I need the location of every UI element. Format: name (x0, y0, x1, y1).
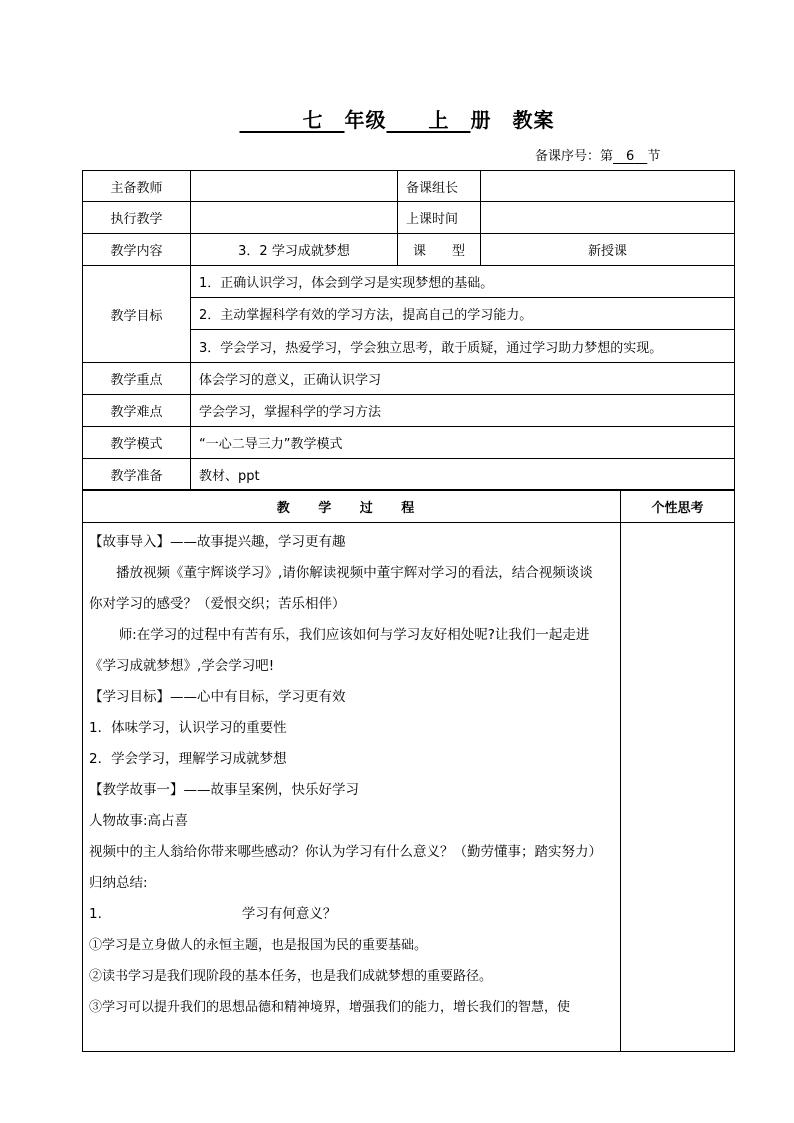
summary-point: ②读书学习是我们现阶段的基本任务，也是我们成就梦想的重要路径。 (89, 969, 493, 984)
lesson-serial (535, 145, 660, 164)
goal-row-1 (83, 266, 735, 298)
reflection-header: 个性思考 (621, 491, 735, 523)
content-label: 教学内容 (83, 234, 191, 266)
process-header: 教 学 过 程 (83, 491, 621, 523)
group-leader-value (481, 171, 735, 202)
type-value: 新授课 (481, 234, 735, 266)
goal-item: 2．主动掌握科学有效的学习方法，提高自己的学习能力。 (191, 298, 735, 330)
goal-item: 3．学会学习，热爱学习，学会独立思考，敢于质疑，通过学习助力梦想的实现。 (191, 330, 735, 363)
reflection-content (621, 523, 735, 1052)
question-line (89, 899, 614, 930)
section-heading-story-one: 【教学故事一】——故事呈案例，快乐好学习 (89, 782, 359, 798)
difficulties-label: 教学难点 (83, 395, 191, 427)
exec-teacher-label: 执行教学 (83, 202, 191, 234)
teaching-process-table (82, 490, 735, 1052)
process-line: 归纳总结: (89, 875, 148, 891)
process-header-row (83, 491, 735, 523)
prep-value: 教材、ppt (191, 459, 735, 490)
doc-type: 教案 (512, 108, 555, 132)
mode-value: “一心二导三力”教学模式 (191, 427, 735, 459)
goal-item: 1．正确认识学习，体会到学习是实现梦想的基础。 (191, 266, 735, 298)
volume-blank (387, 108, 471, 132)
process-line: 你对学习的感受？（爱恨交织；苦乐相伴） (89, 596, 346, 612)
key-points-value: 体会学习的意义，正确认识学习 (191, 363, 735, 395)
group-leader-label: 备课组长 (398, 171, 481, 202)
lesson-info-table (82, 170, 735, 490)
class-time-value (481, 202, 735, 234)
prep-row (83, 459, 735, 490)
mode-label: 教学模式 (83, 427, 191, 459)
grade-blank (240, 108, 345, 132)
info-row-exec (83, 202, 735, 234)
process-content (83, 523, 621, 1052)
volume-value: 上 (428, 108, 450, 132)
summary-point: ③学习可以提升我们的思想品德和精神境界，增强我们的能力，增长我们的智慧，使 (89, 1000, 571, 1015)
section-heading-intro: 【故事导入】——故事提兴趣，学习更有趣 (89, 534, 346, 550)
class-time-label: 上课时间 (398, 202, 481, 234)
exec-teacher-value (191, 202, 398, 234)
difficulties-value: 学会学习，掌握科学的学习方法 (191, 395, 735, 427)
serial-prefix: 备课序号：第 (535, 149, 614, 164)
section-heading-goals: 【学习目标】——心中有目标，学习更有效 (89, 689, 346, 705)
serial-suffix: 节 (647, 149, 661, 164)
goals-label: 教学目标 (83, 266, 191, 363)
key-points-row (83, 363, 735, 395)
process-line: 2．学会学习，理解学习成就梦想 (89, 751, 287, 767)
info-row-teachers (83, 171, 735, 202)
grade-value: 七 (302, 108, 324, 132)
content-value: 3．2 学习成就梦想 (191, 234, 398, 266)
lead-teacher-label: 主备教师 (83, 171, 191, 202)
process-line: 1．体味学习，认识学习的重要性 (89, 720, 287, 736)
process-line: 播放视频《董宇辉谈学习》,请你解读视频中董宇辉对学习的看法，结合视频谈谈 (116, 565, 593, 581)
summary-point: ①学习是立身做人的永恒主题，也是报国为民的重要基础。 (89, 938, 428, 953)
prep-label: 教学准备 (83, 459, 191, 490)
difficulties-row (83, 395, 735, 427)
lead-teacher-value (191, 171, 398, 202)
question-number: 1. (89, 906, 102, 922)
process-line: 《学习成就梦想》,学会学习吧! (89, 658, 275, 674)
document-title (0, 104, 794, 133)
volume-suffix: 册 (470, 108, 492, 132)
mode-row (83, 427, 735, 459)
serial-number: 6 (626, 149, 635, 164)
info-row-content (83, 234, 735, 266)
serial-blank (613, 149, 647, 164)
type-label: 课 型 (398, 234, 481, 266)
process-line: 师:在学习的过程中有苦有乐，我们应该如何与学习友好相处呢?让我们一起走进 (118, 627, 590, 643)
process-line: 人物故事:高占喜 (89, 813, 189, 829)
process-line: 视频中的主人翁给你带来哪些感动？你认为学习有什么意义？（勤劳懂事；踏实努力） (89, 844, 602, 860)
process-body-row (83, 523, 735, 1052)
question-text: 学习有何意义？ (241, 906, 337, 922)
grade-suffix: 年级 (344, 108, 387, 132)
key-points-label: 教学重点 (83, 363, 191, 395)
